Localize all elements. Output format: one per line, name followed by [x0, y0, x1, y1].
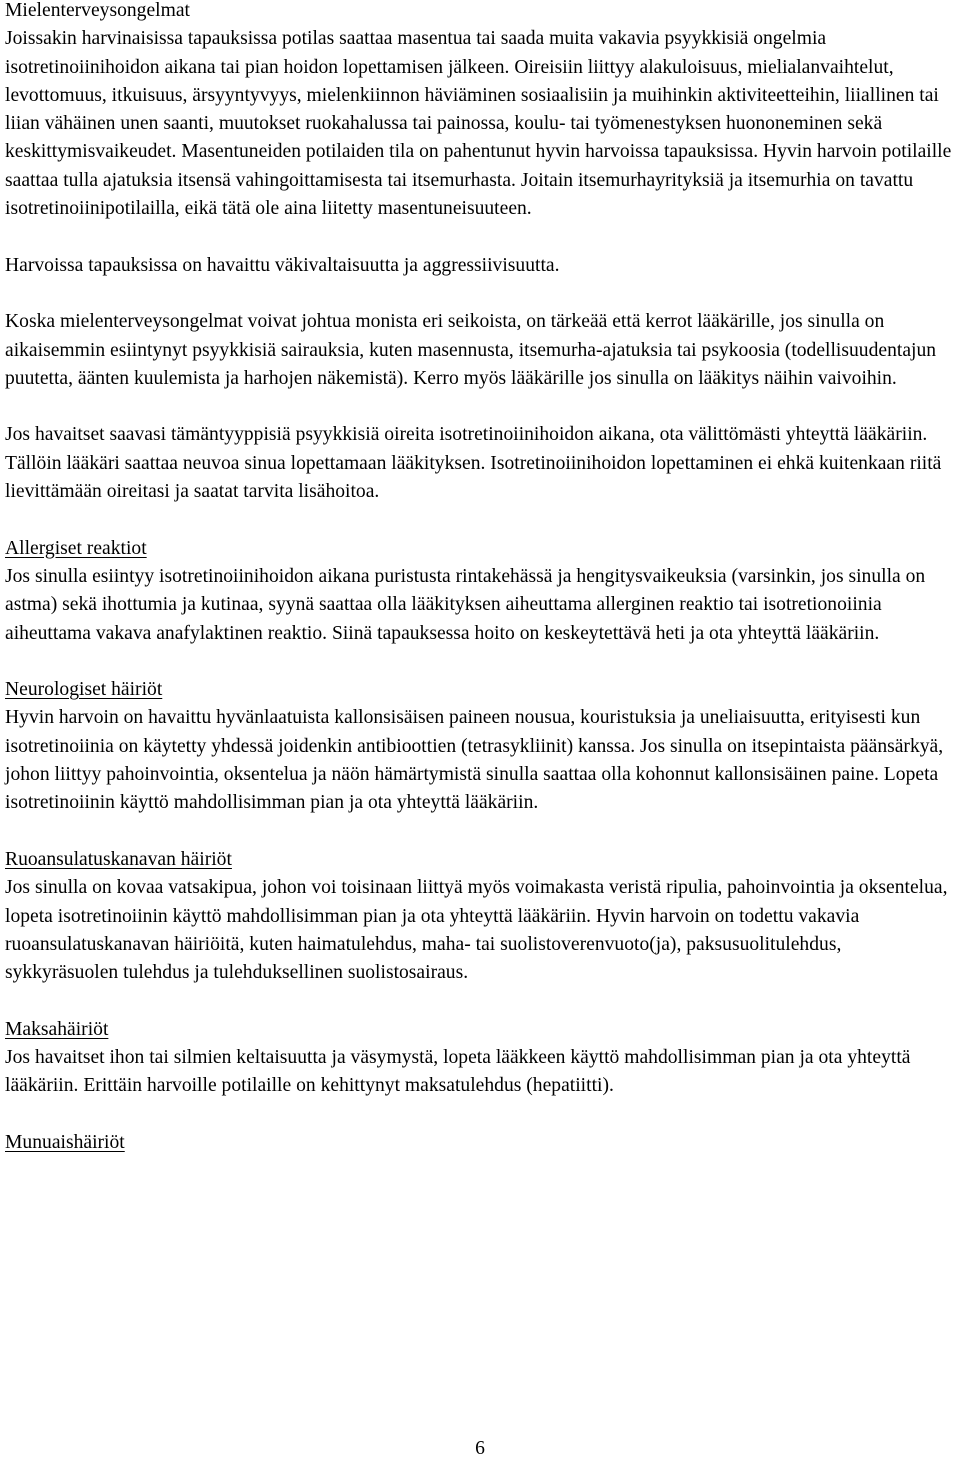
page-number: 6 [475, 1438, 485, 1459]
paragraph: Joissakin harvinaisissa tapauksissa potilas saattaa masentua tai saada muita vakavia psyykkisiä ongelmia isotretinoiinihoidon aikana tai pian hoidon lopettamisen jälkeen. Oireisiin liittyy alakuloisuus, mielialanvaihtelut, levottomuus, itkuisuus, ärsyyntyvyys, mielenkiinnon häviäminen sosiaalisiin ja muihinkin aktiviteetteihin, liiallinen tai liian vähäinen unen saanti, muutokset ruokahalussa tai painossa, koulu- tai työmenestyksen huononeminen sekä keskittymisvaikeudet. Masentuneiden potilaiden tila on pahentunut hyvin harvoissa tapauksissa. Hyvin harvoin potilaille saattaa tulla ajatuksia itsensä vahingoittamisesta tai itsemurhasta. Joitain itsemurhayrityksiä ja itsemurhia on tavattu isotretinoiinipotilailla, eikä tätä ole aina liitetty masentuneisuuteen. [5, 28, 952, 220]
paragraph: Jos havaitset saavasi tämäntyyppisiä psyykkisiä oireita isotretinoiinihoidon aikana, ota välittömästi yhteyttä lääkäriin. Tällöin lääkäri saattaa neuvoa sinua lopettamaan lääkityksen. Isotretinoiinihoidon lopettaminen ei ehkä kuitenkaan riitä lievittämään oireitasi ja saatat tarvita lisähoitoa. [5, 424, 942, 503]
section-heading: Neurologiset häiriöt [5, 679, 163, 701]
section-kidney-disorders [5, 1129, 957, 1157]
section-allergic-reactions [5, 535, 957, 648]
paragraph: Jos sinulla on kovaa vatsakipua, johon voi toisinaan liittyä myös voimakasta veristä ripulia, pahoinvointia ja oksentelua, lopeta isotretinoiinin käyttö mahdollisimman pian ja ota yhteyttä lääkäriin. Hyvin harvoin on todettu vakavia ruoansulatuskanavan häiriöitä, kuten haimatulehdus, maha- tai suolistoverenvuoto(ja), paksusuolitulehdus, sykkyräsuolen tulehdus ja tulehduksellinen suolistosairaus. [5, 877, 948, 984]
paragraph: Jos sinulla esiintyy isotretinoiinihoidon aikana puristusta rintakehässä ja hengitysvaikeuksia (varsinkin, jos sinulla on astma) sekä ihottumia ja kutinaa, syynä saattaa olla lääkityksen aiheuttama allerginen reaktio tai isotretionoiinia aiheuttama vakava anafylaktinen reaktio. Siinä tapauksessa hoito on keskeytettävä heti ja ota yhteyttä lääkäriin. [5, 565, 926, 644]
section-neurological-disorders [5, 676, 957, 817]
section-liver-disorders [5, 1016, 957, 1101]
section-heading: Allergiset reaktiot [5, 537, 147, 559]
section-heading: Munuaishäiriöt [5, 1131, 125, 1153]
section-heading: Ruoansulatuskanavan häiriöt [5, 848, 232, 870]
paragraph: Hyvin harvoin on havaittu hyvänlaatuista kallonsisäisen paineen nousua, kouristuksia ja uneliaisuutta, erityisesti kun isotretinoiinia on käytetty yhdessä joidenkin antibioottien (tetrasykliinit) kanssa. Jos sinulla on itsepintaista päänsärkyä, johon liittyy pahoinvointia, oksentelua ja näön hämärtymistä sinulla saattaa olla kohonnut kallonsisäinen paine. Lopeta isotretinoiinin käyttö mahdollisimman pian ja ota yhteyttä lääkäriin. [5, 707, 944, 814]
section-gastrointestinal-disorders [5, 846, 957, 987]
section-heading: Maksahäiriöt [5, 1018, 109, 1040]
document-page [5, 0, 957, 1185]
paragraph: Koska mielenterveysongelmat voivat johtua monista eri seikoista, on tärkeää että kerrot lääkärille, jos sinulla on aikaisemmin esiintynyt psyykkisiä sairauksia, kuten masennusta, itsemurha-ajatuksia tai psykoosia (todellisuudentajun puutetta, äänten kuulemista ja harhojen näkemistä). Kerro myös lääkärille jos sinulla on lääkitys näihin vaivoihin. [5, 311, 937, 389]
section-mental-health [5, 0, 957, 506]
paragraph: Jos havaitset ihon tai silmien keltaisuutta ja väsymystä, lopeta lääkkeen käyttö mahdollisimman pian ja ota yhteyttä lääkäriin. Erittäin harvoille potilaille on kehittynyt maksatulehdus (hepatiitti). [5, 1046, 911, 1097]
paragraph: Harvoissa tapauksissa on havaittu väkivaltaisuutta ja aggressiivisuutta. [5, 254, 560, 276]
section-heading: Mielenterveysongelmat [5, 0, 190, 21]
